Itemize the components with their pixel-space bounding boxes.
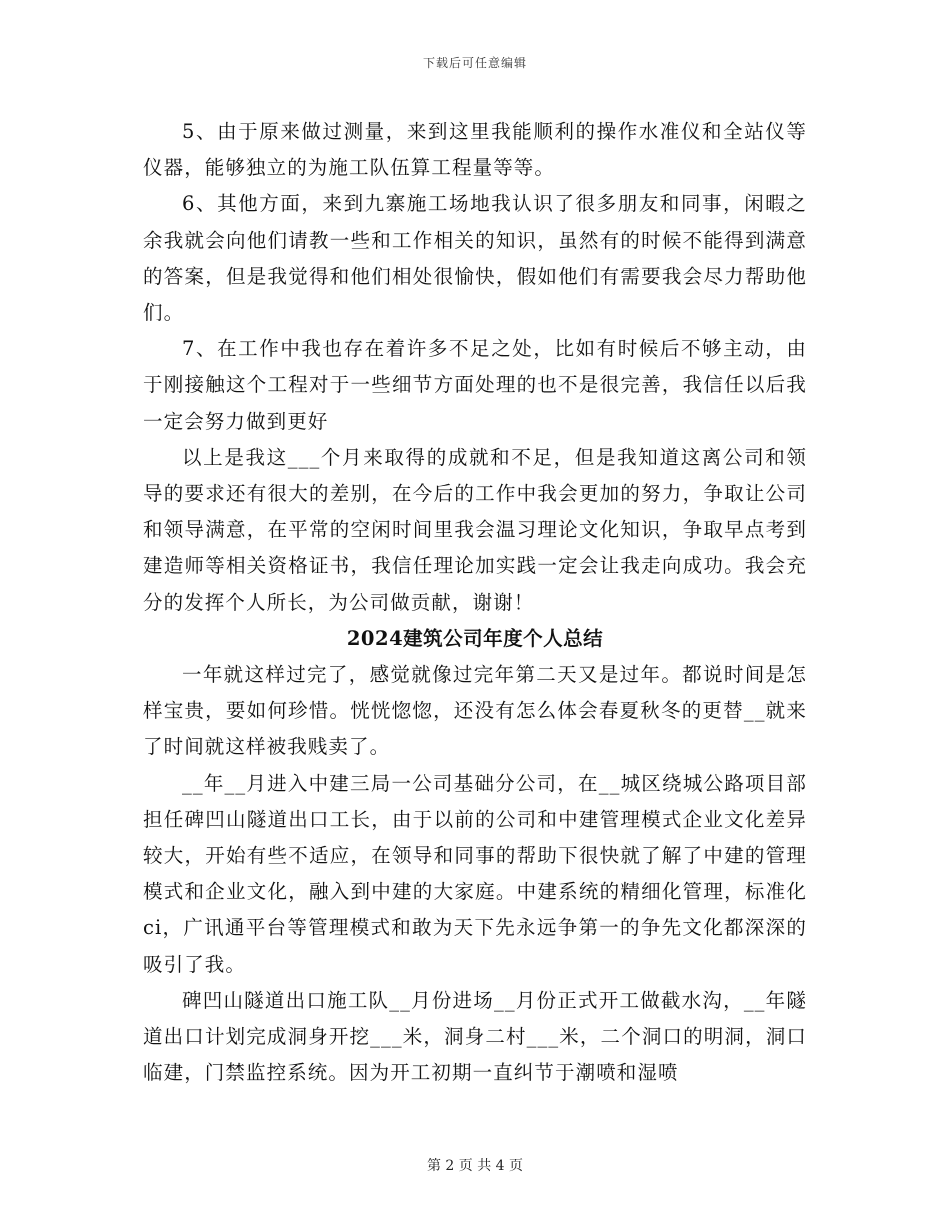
section-title: 2024建筑公司年度个人总结 [346, 626, 604, 650]
page-number-footer: 第 2 页 共 4 页 [426, 1158, 524, 1174]
paragraph-tunnel-progress: 碑凹山隧道出口施工队__月份进场__月份正式开工做截水沟，__年隧道出口计划完成洞身开挖___米，洞身二村___米，二个洞口的明洞，洞口临建，门禁监控系统。因为开工初期一直纠节于潮喷和湿喷 [143, 988, 807, 1085]
paragraph-item-7: 7、在工作中我也存在着许多不足之处，比如有时候后不够主动，由于刚接触这个工程对于一些细节方面处理的也不是很完善，我信任以后我一定会努力做到更好 [143, 337, 807, 433]
paragraph-intro: 一年就这样过完了，感觉就像过完年第二天又是过年。都说时间是怎样宝贵，要如何珍惜。恍恍惚惚，还没有怎么体会春夏秋冬的更替__就来了时间就这样被我贱卖了。 [143, 663, 807, 759]
paragraph-conclusion: 以上是我这___个月来取得的成就和不足，但是我知道这离公司和领导的要求还有很大的差别，在今后的工作中我会更加的努力，争取让公司和领导满意，在平常的空闲时间里我会温习理论文化知识，争取早点考到建造师等相关资格证书，我信任理论加实践一定会让我走向成功。我会充分的发挥个人所长，为公司做贡献，谢谢！ [143, 445, 807, 614]
page-header-note: 下载后可任意编辑 [422, 56, 527, 70]
document-body [143, 114, 807, 1091]
paragraph-item-6: 6、其他方面，来到九寨施工场地我认识了很多朋友和同事，闲暇之余我就会向他们请教一些和工作相关的知识，虽然有的时候不能得到满意的答案，但是我觉得和他们相处很愉快，假如他们有需要我会尽力帮助他们。 [143, 192, 807, 325]
paragraph-work-history: __年__月进入中建三局一公司基础分公司，在__城区绕城公路项目部担任碑凹山隧道出口工长，由于以前的公司和中建管理模式企业文化差异较大，开始有些不适应，在领导和同事的帮助下很快就了解了中建的管理模式和企业文化，融入到中建的大家庭。中建系统的精细化管理，标准化ci，广讯通平台等管理模式和敢为天下先永远争第一的争先文化都深深的吸引了我。 [143, 771, 807, 976]
paragraph-item-5: 5、由于原来做过测量，来到这里我能顺利的操作水准仪和全站仪等仪器，能够独立的为施工队伍算工程量等等。 [143, 120, 807, 180]
